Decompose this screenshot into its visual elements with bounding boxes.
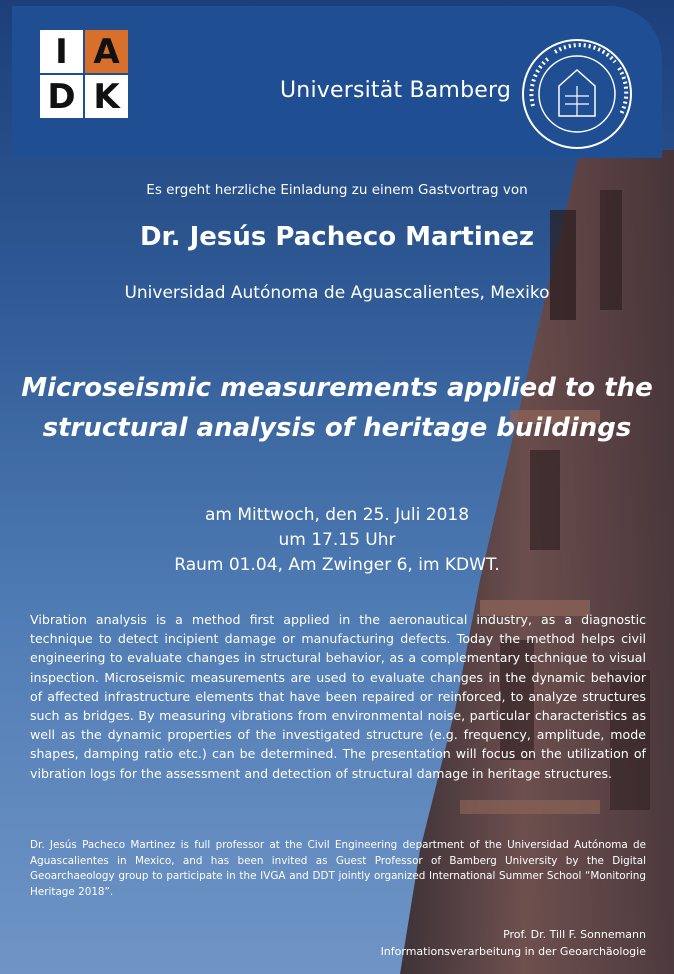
invitation-line: Es ergeht herzliche Einladung zu einem Gastvortrag von: [146, 182, 528, 198]
speaker-name: Dr. Jesús Pacheco Martinez: [139, 222, 535, 252]
speaker-bio: Dr. Jesús Pacheco Martinez is full professor at the Civil Engineering department of the Universidad Autónoma de Aguascalientes in Mexico, and has been invited as Guest Professor of Bamberg University by the Digital Geoarchaeology group to participate in the IVGA and DDT jointly organized International Summer School “Monitoring Heritage 2018”.: [30, 839, 646, 898]
talk-title-line: structural analysis of heritage buildings: [42, 413, 632, 443]
university-seal-icon: [519, 36, 635, 152]
university-name: Universität Bamberg: [280, 78, 511, 103]
header-banner: [12, 6, 662, 158]
talk-title-line: Microseismic measurements applied to the: [21, 373, 653, 403]
iadk-logo: [40, 30, 128, 118]
signature-name: Prof. Dr. Till F. Sonnemann: [503, 928, 646, 941]
speaker-affiliation: Universidad Autónoma de Aguascalientes, Mexiko: [124, 283, 550, 303]
event-time: um 17.15 Uhr: [278, 530, 396, 550]
logo-letter: K: [85, 75, 128, 118]
signature: [381, 926, 646, 960]
signature-chair: Informationsverarbeitung in der Geoarchäologie: [380, 945, 646, 958]
talk-abstract: Vibration analysis is a method first applied in the aeronautical industry, as a diagnostic technique to detect incipient damage or manufacturing defects. Today the method helps civil engineering to evaluate changes in structural behavior, as a complementary technique to visual inspection. Microseismic measurements are used to evaluate changes in the dynamic behavior of affected infrastructure elements that have been repaired or reinforced, to analyze structures such as bridges. By measuring vibrations from environmental noise, particular characteristics as well as the dynamic properties of the investigated structure (e.g. frequency, amplitude, mode shapes, damping ratio etc.) can be determined. The presentation will focus on the utilization of vibration logs for the assessment and detection of structural damage in heritage structures.: [30, 612, 646, 781]
event-date: am Mittwoch, den 25. Juli 2018: [204, 505, 470, 525]
logo-letter: D: [40, 75, 83, 118]
talk-title: [20, 368, 654, 448]
logo-letter: I: [40, 30, 83, 73]
logo-letter: A: [85, 30, 128, 73]
event-schedule: [0, 503, 674, 578]
event-room: Raum 01.04, Am Zwinger 6, im KDWT.: [174, 555, 500, 575]
